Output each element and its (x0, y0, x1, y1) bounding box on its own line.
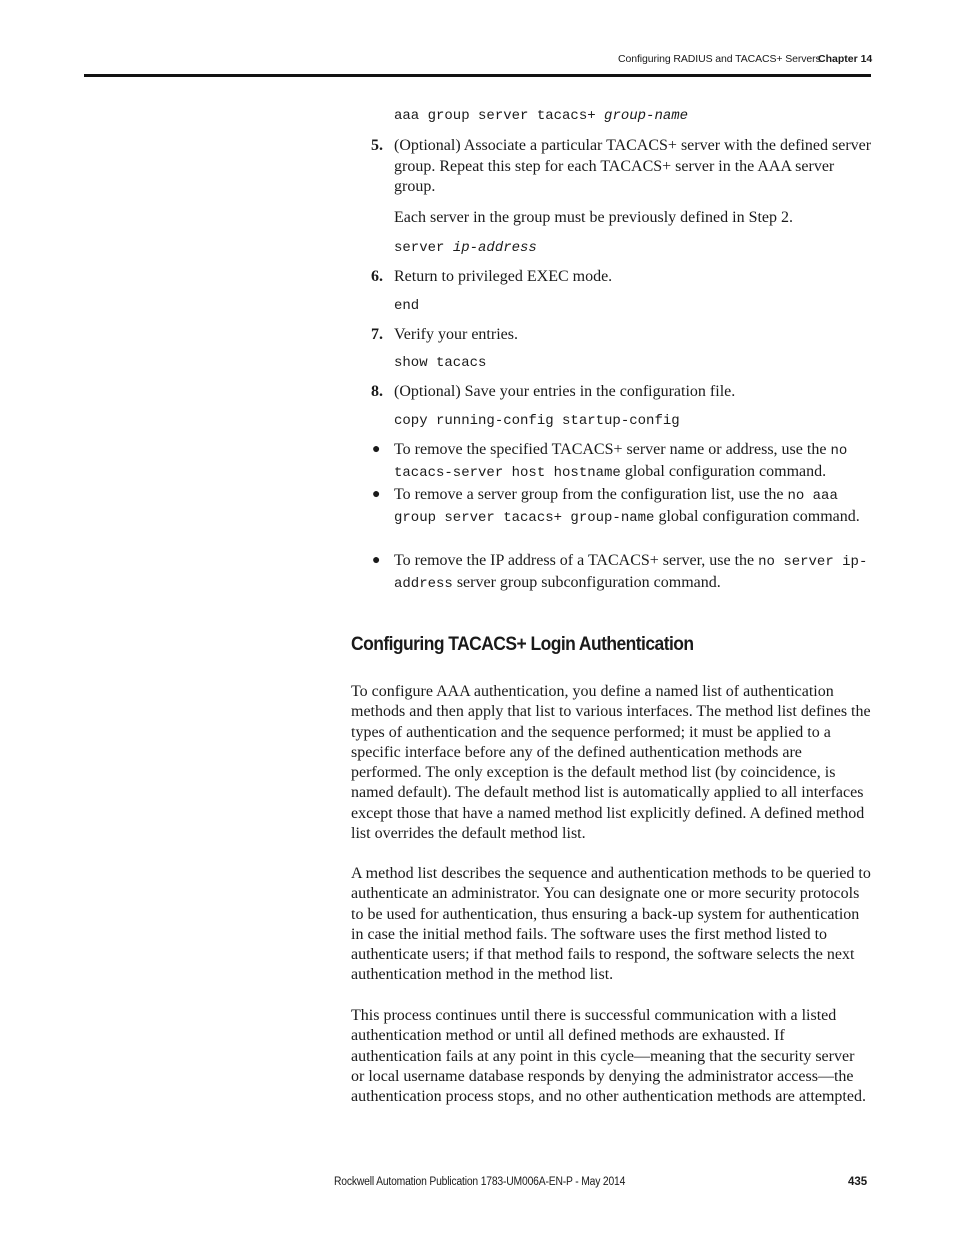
bullet-command: no tacacs-server host hostname (394, 443, 848, 481)
step-number: 8. (371, 383, 383, 400)
bullet-icon: ● (372, 553, 381, 568)
bullet-text-pre: To remove a server group from the configuration list, use the (394, 486, 788, 503)
step-text: Return to privileged EXEC mode. (394, 268, 613, 285)
body-paragraph-3: This process continues until there is successful communication with a listed authentication method or until all defined methods are exhausted. If authentication fails at any point in this cycle—meaning that the security server or local username database responds by denying the administrator access—the authentication process stops, and no other authentication methods are attempted. (351, 1007, 866, 1106)
code-aaa-group-server (394, 108, 688, 124)
step-number: 6. (371, 268, 383, 285)
body-paragraph-2: A method list describes the sequence and authentication methods to be queried to authenticate an administrator. You can designate one or more security protocols to be used for authentication, thus ensuring a back-up system for authentication in case the initial method fails. The software uses the first method listed to authenticate users; if that method fails to respond, the software selects the next authentication method in the method list. (351, 865, 871, 984)
bullet-text (394, 440, 872, 483)
code-arg: group-name (604, 108, 689, 124)
bullet-text-post: global configuration command. (620, 462, 827, 480)
code-arg: ip-address (452, 240, 537, 256)
code-prefix: aaa group server tacacs+ (394, 108, 605, 124)
bullet-text (394, 485, 872, 528)
body-paragraph-1: To configure AAA authentication, you define a named list of authentication methods and then apply that list to various interfaces. The method list defines the types of authentication and the sequence performed; it must be applied to a specific interface before any of the defined authentication methods are performed. The only exception is the default method list (by coincidence, is named default). The default method list is automatically applied to all interfaces except those that have a named method list explicitly defined. A defined method list overrides the default method list. (351, 683, 871, 843)
code-copy-config: copy running-config startup-config (394, 413, 680, 429)
bullet-command: no aaa group server tacacs+ group-name (394, 488, 838, 526)
footer-page-number: 435 (848, 1176, 868, 1188)
bullet-text-pre: To remove the specified TACACS+ server name or address, use the (394, 441, 831, 458)
header-divider (84, 74, 871, 77)
footer-publication: Rockwell Automation Publication 1783-UM006A-EN-P - May 2014 (334, 1176, 626, 1188)
step-text: (Optional) Save your entries in the configuration file. (394, 383, 736, 400)
section-heading: Configuring TACACS+ Login Authentication (351, 634, 694, 655)
bullet-text-post: global configuration command. (654, 507, 860, 525)
header-section-title: Configuring RADIUS and TACACS+ Servers (618, 53, 821, 65)
code-prefix: server (394, 240, 453, 256)
code-show-tacacs: show tacacs (394, 355, 487, 371)
bullet-text-pre: To remove the IP address of a TACACS+ server, use the (394, 552, 759, 569)
bullet-text-post: server group subconfiguration command. (452, 573, 721, 591)
step-number: 7. (371, 326, 383, 343)
page-header (0, 0, 954, 80)
step-number: 5. (371, 137, 383, 154)
bullet-command: no server ip-address (394, 554, 868, 592)
step-text: Verify your entries. (394, 326, 518, 343)
bullet-icon: ● (372, 487, 381, 502)
bullet-icon: ● (372, 442, 381, 457)
code-server-ip (394, 240, 537, 256)
header-chapter-label: Chapter 14 (818, 53, 873, 65)
code-end: end (394, 298, 420, 314)
step-text: (Optional) Associate a particular TACACS+ server with the defined server group. Repeat this step for each TACACS+ server in the AAA server group. (394, 137, 872, 195)
bullet-text (394, 551, 872, 594)
step-5-note: Each server in the group must be previously defined in Step 2. (394, 209, 794, 226)
